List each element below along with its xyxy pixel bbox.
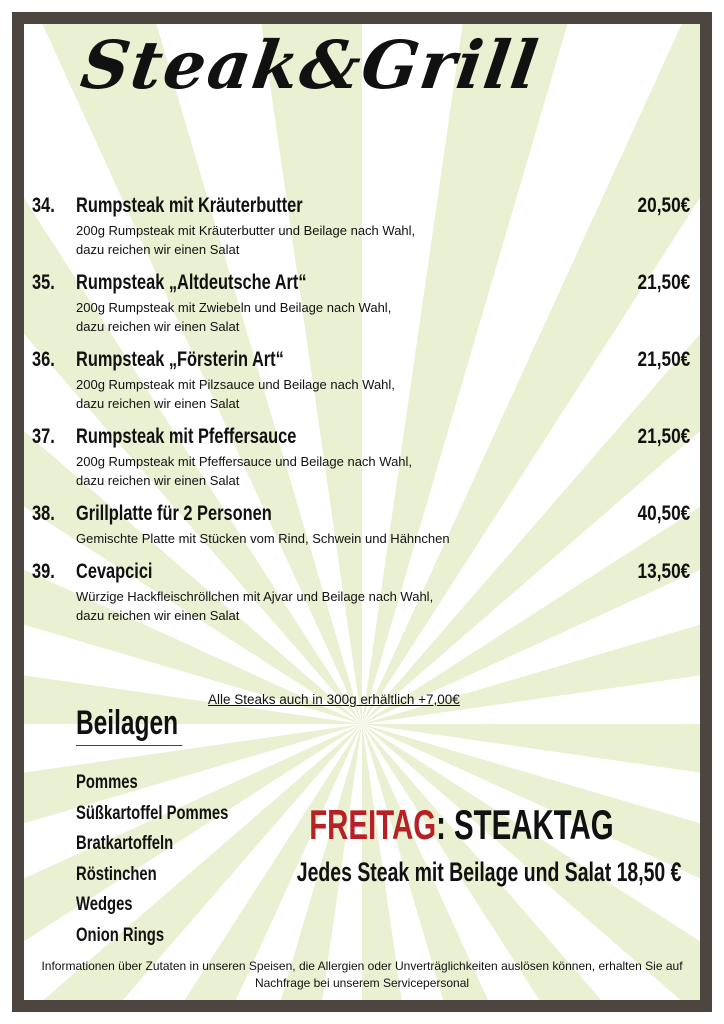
menu-page — [12, 12, 712, 1012]
promo-subtitle: Jedes Steak mit Beilage und Salat 18,50 € — [296, 857, 682, 887]
item-price: 13,50€ — [637, 560, 690, 583]
item-name: Rumpsteak „Altdeutsche Art“ — [76, 271, 307, 294]
item-price: 21,50€ — [637, 271, 690, 294]
sides-heading-underline — [76, 745, 182, 746]
item-price: 20,50€ — [637, 194, 690, 217]
item-number: 38. — [32, 502, 55, 525]
item-description: Würzige Hackfleischröllchen mit Ajvar und Beilage nach Wahl, dazu reichen wir einen Salat — [76, 589, 434, 623]
item-description: Gemischte Platte mit Stücken vom Rind, Schwein und Hähnchen — [76, 531, 450, 546]
side-item: Pommes — [76, 772, 138, 793]
side-item: Bratkartoffeln — [76, 833, 174, 855]
item-number: 35. — [32, 271, 55, 294]
sides-heading: Beilagen — [76, 704, 179, 742]
item-description: 200g Rumpsteak mit Kräuterbutter und Beilage nach Wahl, dazu reichen wir einen Salat — [76, 223, 416, 257]
size-upgrade-note: Alle Steaks auch in 300g erhältlich +7,00€ — [208, 692, 460, 707]
item-description: 200g Rumpsteak mit Pfeffersauce und Beilage nach Wahl, dazu reichen wir einen Salat — [76, 454, 413, 488]
promo-day: FREITAG — [308, 801, 436, 848]
item-description: 200g Rumpsteak mit Pilzsauce und Beilage nach Wahl, dazu reichen wir einen Salat — [76, 377, 395, 411]
side-item: Wedges — [76, 894, 133, 916]
promo-label: STEAKTAG — [453, 801, 614, 848]
item-name: Rumpsteak „Försterin Art“ — [76, 348, 284, 371]
item-price: 21,50€ — [637, 348, 690, 371]
side-item: Süßkartoffel Pommes — [76, 802, 229, 824]
item-name: Grillplatte für 2 Personen — [76, 502, 272, 525]
item-name: Cevapcici — [76, 560, 153, 583]
side-item: Röstinchen — [76, 863, 157, 885]
item-name: Rumpsteak mit Kräuterbutter — [76, 194, 303, 217]
item-price: 40,50€ — [637, 502, 690, 525]
side-item: Onion Rings — [76, 924, 165, 946]
item-name: Rumpsteak mit Pfeffersauce — [76, 425, 297, 448]
item-price: 21,50€ — [637, 425, 690, 448]
allergen-footer: Informationen über Zutaten in unseren Speisen, die Allergien oder Unverträglichkeiten auslösen können, erhalten Sie auf Nachfrage bei unserem Servicepersonal — [41, 959, 683, 990]
item-number: 37. — [32, 425, 55, 448]
item-number: 34. — [32, 194, 55, 217]
promo-heading — [24, 801, 700, 849]
item-number: 39. — [32, 560, 55, 583]
item-description: 200g Rumpsteak mit Zwiebeln und Beilage nach Wahl, dazu reichen wir einen Salat — [76, 300, 392, 334]
promo-separator: : — [435, 801, 446, 848]
item-number: 36. — [32, 348, 55, 371]
menu-title: Steak&Grill — [76, 26, 545, 104]
